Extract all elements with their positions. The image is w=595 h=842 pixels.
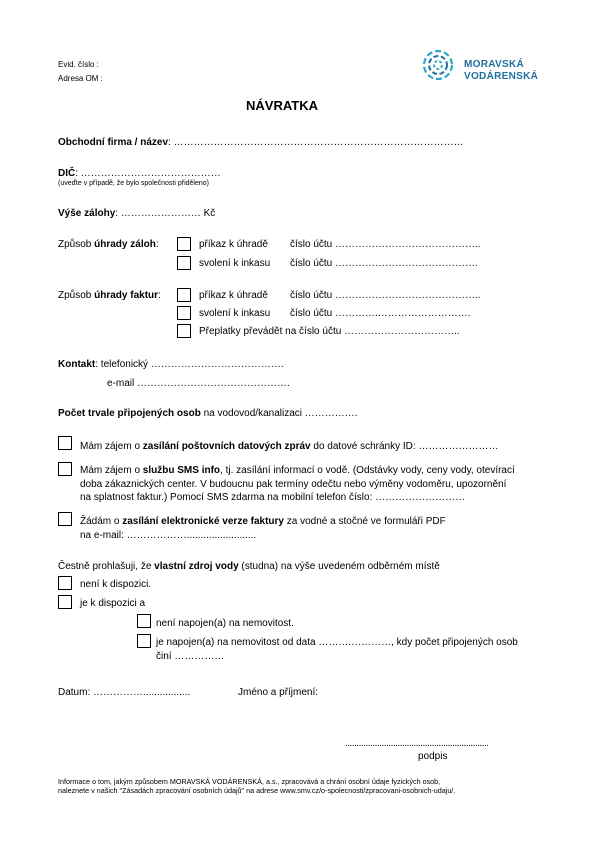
- faktur-prikaz-checkbox[interactable]: [177, 288, 191, 302]
- page-title: NÁVRATKA: [246, 98, 318, 113]
- zdroj-row: Čestně prohlašuji, že vlastní zdroj vody (studna) na výše uvedeném odběrném místě: [58, 561, 440, 572]
- faktur-inkaso-label: svolení k inkasu: [199, 308, 271, 319]
- zaloh-prikaz-label: příkaz k úhradě: [199, 239, 268, 250]
- dic-note: (uveďte v případě, že bylo společnosti přiděleno): [58, 180, 209, 187]
- kontakt-tel[interactable]: : telefonický ………………………………….: [95, 359, 284, 370]
- uhrady-zaloh-label: Způsob úhrady záloh:: [58, 239, 159, 250]
- sms-line1: Mám zájem o službu SMS info, tj. zasílání informací o vodě. (Odstávky vody, ceny vody, otevírací: [80, 465, 515, 476]
- zdroj-neni-label: není k dispozici.: [80, 579, 152, 590]
- footer-line2: naleznete v našich "Zásadách zpracování osobních údajů" na adrese www.smv.cz/o-spolecnosti/zpracovani-osobnich-udaju/.: [58, 786, 456, 795]
- dic-row: [58, 168, 221, 179]
- zaloh-inkaso-label: svolení k inkasu: [199, 258, 271, 269]
- zdroj-nenapojen-checkbox[interactable]: [137, 614, 151, 628]
- firma-row: [58, 137, 464, 148]
- logo-text-2: VODÁRENSKÁ: [464, 71, 539, 82]
- preplatky-checkbox[interactable]: [177, 324, 191, 338]
- dic-dots[interactable]: : ……………………………………: [75, 168, 221, 179]
- dic-label: DIČ: [58, 168, 76, 179]
- zaloha-row: [58, 208, 215, 219]
- datove-zpravy-checkbox[interactable]: [58, 436, 72, 450]
- faktur-inkaso-ucet[interactable]: číslo účtu ………….……………………….: [290, 308, 471, 319]
- zdroj-je-checkbox[interactable]: [58, 595, 72, 609]
- adresa-label: Adresa OM :: [58, 74, 103, 83]
- footer-line1: Informace o tom, jakým způsobem MORAVSKÁ VODÁRENSKÁ, a.s., zpracovává a chrání osobní údaje fyzických osob,: [58, 777, 441, 786]
- uhrady-faktur-label: Způsob úhrady faktur:: [58, 290, 161, 301]
- zdroj-napojen-checkbox[interactable]: [137, 634, 151, 648]
- pocet-osob-row: Počet trvale připojených osob na vodovod/kanalizaci …………….: [58, 408, 358, 419]
- kontakt-label: Kontakt: [58, 359, 96, 370]
- zdroj-napojen-pocet[interactable]: činí ……………: [156, 651, 225, 662]
- logo-icon: [420, 48, 462, 82]
- sms-checkbox[interactable]: [58, 462, 72, 476]
- zdroj-je-label: je k dispozici a: [80, 598, 146, 609]
- zdroj-nenapojen-label: není napojen(a) na nemovitost.: [156, 618, 294, 629]
- company-logo: [420, 48, 462, 87]
- zaloha-dots[interactable]: : …………………… Kč: [115, 208, 216, 219]
- zaloh-prikaz-ucet[interactable]: číslo účtu ……………………………………..: [290, 239, 481, 250]
- zaloh-inkaso-checkbox[interactable]: [177, 256, 191, 270]
- kontakt-email[interactable]: e-mail ……………………………………….: [107, 378, 290, 389]
- jmeno-label: Jméno a příjmení:: [238, 687, 319, 698]
- efaktura-email[interactable]: na e-mail: ……………….........................: [80, 530, 257, 541]
- zaloh-inkaso-ucet[interactable]: číslo účtu …………………………………….: [290, 258, 478, 269]
- efaktura-line1: Žádám o zasílání elektronické verze faktury za vodné a stočné ve formuláři PDF: [80, 516, 446, 527]
- zdroj-napojen-label: je napojen(a) na nemovitost od data ……….…………, kdy počet připojených osob: [156, 637, 518, 648]
- firma-dots[interactable]: : ……………………………………………………………………………: [168, 137, 464, 148]
- evid-label: Evid. číslo :: [58, 60, 99, 69]
- datum-field[interactable]: Datum: …………….................: [58, 687, 191, 698]
- sms-line3: na splatnost faktur.) Pomocí SMS zdarma na mobilní telefon číslo: ………………………: [80, 492, 466, 503]
- firma-label: Obchodní firma / název: [58, 137, 169, 148]
- efaktura-checkbox[interactable]: [58, 512, 72, 526]
- zaloha-label: Výše zálohy: [58, 208, 116, 219]
- logo-text-1: MORAVSKÁ: [464, 59, 524, 70]
- faktur-inkaso-checkbox[interactable]: [177, 306, 191, 320]
- zdroj-neni-checkbox[interactable]: [58, 576, 72, 590]
- kontakt-row: [58, 359, 284, 370]
- zaloh-prikaz-checkbox[interactable]: [177, 237, 191, 251]
- podpis-label: podpis: [418, 751, 448, 762]
- preplatky-label: Přeplatky převádět na číslo účtu ……………………………..: [199, 326, 460, 337]
- faktur-prikaz-ucet[interactable]: číslo účtu ……………………………………..: [290, 290, 481, 301]
- faktur-prikaz-label: příkaz k úhradě: [199, 290, 268, 301]
- podpis-line[interactable]: ...............................................................: [345, 738, 489, 749]
- datove-zpravy-text: Mám zájem o zasílání poštovních datových zpráv do datové schránky ID: ……………………: [80, 441, 499, 452]
- sms-line2: doba zákaznických center. V budoucnu pak termíny odečtu nebo výměny vodoměru, upozornění: [80, 479, 507, 490]
